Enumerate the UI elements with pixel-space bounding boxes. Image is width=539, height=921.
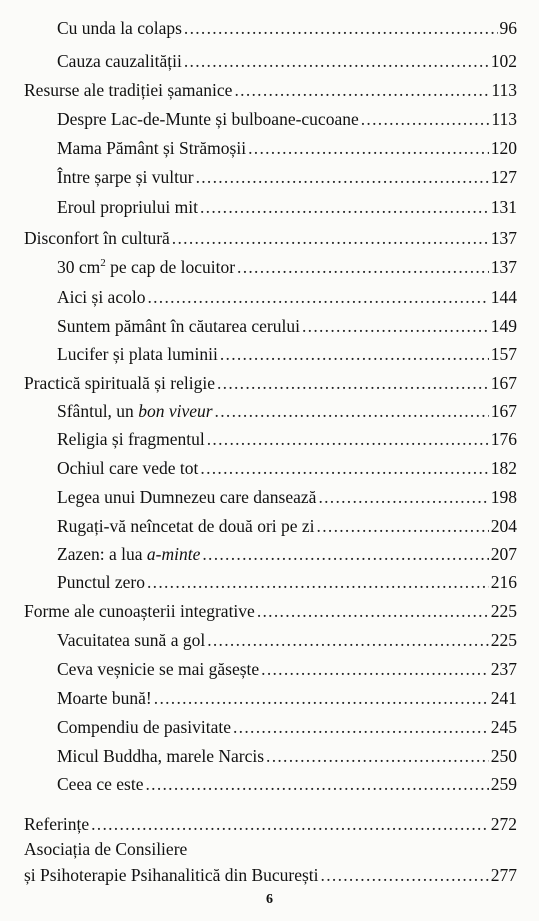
toc-entry[interactable] — [24, 813, 517, 835]
toc-entry-page: 137 — [490, 257, 517, 277]
toc-entry-page: 204 — [490, 516, 517, 536]
toc-entry[interactable] — [57, 571, 517, 593]
toc-entry[interactable] — [57, 773, 517, 795]
toc-entry-page: 176 — [490, 429, 517, 449]
toc-entry-title-line1: Asociația de Consiliere — [24, 839, 188, 859]
toc-entry-page: 250 — [490, 746, 517, 766]
toc-entry-title: Între șarpe și vultur — [57, 167, 194, 187]
toc-entry-title: Resurse ale tradiției șamanice — [24, 80, 233, 100]
toc-entry-title: Religia și fragmentul — [57, 429, 205, 449]
dot-leader — [196, 166, 489, 188]
toc-entry-page: 113 — [491, 80, 517, 100]
toc-entry[interactable] — [57, 428, 517, 450]
toc-entry-page: 277 — [490, 865, 517, 885]
toc-entry[interactable] — [57, 716, 517, 738]
toc-entry-title: Rugați-vă neîncetat de două ori pe zi — [57, 516, 315, 536]
page-number: 6 — [266, 892, 273, 907]
toc-entry-title: Zazen: a lua a-minte — [57, 544, 201, 564]
dot-leader — [266, 745, 489, 767]
toc-entry[interactable] — [57, 457, 517, 479]
toc-entry-page: 96 — [499, 18, 517, 38]
toc-entry[interactable] — [57, 629, 517, 651]
dot-leader — [257, 600, 489, 622]
toc-entry-page: 198 — [490, 487, 517, 507]
toc-entry-page: 157 — [490, 344, 517, 364]
dot-leader — [317, 515, 489, 537]
toc-entry-page: 216 — [490, 572, 517, 592]
toc-entry-title: Forme ale cunoașterii integrative — [24, 601, 255, 621]
dot-leader — [233, 716, 489, 738]
toc-entry-title: Vacuitatea sună a gol — [57, 630, 206, 650]
dot-leader — [184, 50, 489, 72]
dot-leader — [207, 629, 489, 651]
dot-leader — [147, 286, 488, 308]
toc-entry-title: și Psihoterapie Psihanalitică din București — [24, 865, 319, 885]
toc-entry-title: Cauza cauzalității — [57, 51, 182, 71]
dot-leader — [318, 486, 488, 508]
toc-entry-page: 225 — [490, 630, 517, 650]
toc-entry-title: Cu unda la colaps — [57, 18, 182, 38]
toc-entry[interactable] — [57, 256, 517, 278]
toc-entry-title: Disconfort în cultură — [24, 228, 170, 248]
toc-entry[interactable] — [57, 196, 517, 218]
toc-entry[interactable] — [57, 315, 517, 337]
toc-entry-title: Suntem pământ în căutarea cerului — [57, 316, 300, 336]
dot-leader — [172, 227, 489, 249]
toc-entry-page: 120 — [490, 138, 517, 158]
toc-entry[interactable] — [57, 286, 517, 308]
dot-leader — [207, 428, 489, 450]
toc-entry[interactable] — [57, 137, 517, 159]
toc-entry-title: Ceva veșnicie se mai găsește — [57, 659, 260, 679]
dot-leader — [248, 137, 489, 159]
toc-entry[interactable] — [24, 864, 517, 886]
toc-entry[interactable] — [24, 79, 517, 101]
dot-leader — [200, 457, 488, 479]
toc-entry-title: Ochiul care vede tot — [57, 458, 199, 478]
toc-entry[interactable] — [57, 50, 517, 72]
toc-entry-page: 113 — [491, 109, 517, 129]
toc-entry-title: Practică spirituală și religie — [24, 373, 215, 393]
dot-leader — [217, 372, 489, 394]
toc-entry[interactable] — [57, 343, 517, 365]
dot-leader — [261, 658, 489, 680]
dot-leader — [302, 315, 489, 337]
toc-entry[interactable] — [57, 166, 517, 188]
toc-entry[interactable] — [57, 543, 517, 565]
toc-entry-title: Punctul zero — [57, 572, 145, 592]
dot-leader — [91, 813, 489, 835]
dot-leader — [237, 256, 489, 278]
toc-entry[interactable] — [57, 108, 517, 130]
toc-entry-title: 30 $cm^2$ pe cap de locuitor — [57, 257, 236, 277]
toc-entry-page: 167 — [490, 373, 517, 393]
toc-entry[interactable] — [24, 372, 517, 394]
toc-entry-title: Lucifer și plata luminii — [57, 344, 218, 364]
toc-entry-title: Compendiu de pasivitate — [57, 717, 231, 737]
toc-entry-title: Micul Buddha, marele Narcis — [57, 746, 265, 766]
dot-leader — [200, 196, 489, 218]
toc-entry-title: Mama Pământ și Strămoșii — [57, 138, 247, 158]
toc-entry[interactable] — [57, 658, 517, 680]
toc-entry-page: 241 — [490, 688, 517, 708]
toc-entry-page: 259 — [490, 774, 517, 794]
toc-entry-title: Referințe — [24, 814, 90, 834]
toc-entry-page: 131 — [490, 197, 517, 217]
dot-leader — [234, 79, 489, 101]
toc-entry-page: 182 — [490, 458, 517, 478]
toc-entry[interactable] — [57, 17, 517, 39]
toc-entry-page: 237 — [490, 659, 517, 679]
toc-entry[interactable] — [57, 400, 517, 422]
toc-entry-title: Moarte bună! — [57, 688, 152, 708]
toc-entry-page: 102 — [490, 51, 517, 71]
toc-entry-title: Legea unui Dumnezeu care dansează — [57, 487, 317, 507]
toc-entry[interactable] — [57, 687, 517, 709]
dot-leader — [321, 864, 489, 886]
toc-entry[interactable] — [57, 486, 517, 508]
toc-entry-page: 167 — [490, 401, 517, 421]
toc-entry-page: 149 — [490, 316, 517, 336]
toc-entry-page: 144 — [490, 287, 517, 307]
toc-entry[interactable] — [24, 227, 517, 249]
toc-entry-page: 245 — [490, 717, 517, 737]
toc-entry-title: Despre Lac-de-Munte și bulboane-cucoane — [57, 109, 359, 129]
toc-entry[interactable] — [57, 515, 517, 537]
toc-entry-title: Ceea ce este — [57, 774, 144, 794]
dot-leader — [184, 17, 498, 39]
dot-leader — [147, 571, 489, 593]
toc-entry-page: 137 — [490, 228, 517, 248]
toc-entry[interactable] — [57, 745, 517, 767]
toc-entry-title: Sfântul, un bon viveur — [57, 401, 213, 421]
dot-leader — [220, 343, 489, 365]
toc-entry-title: Aici și acolo — [57, 287, 146, 307]
toc-entry[interactable] — [24, 600, 517, 622]
dot-leader — [215, 400, 489, 422]
dot-leader — [145, 773, 488, 795]
toc-entry-page: 127 — [490, 167, 517, 187]
toc-entry-title: Eroul propriului mit — [57, 197, 198, 217]
toc-entry-page: 207 — [490, 544, 517, 564]
dot-leader — [361, 108, 490, 130]
dot-leader — [202, 543, 488, 565]
dot-leader — [154, 687, 489, 709]
toc-entry-page: 272 — [490, 814, 517, 834]
toc-entry-page: 225 — [490, 601, 517, 621]
